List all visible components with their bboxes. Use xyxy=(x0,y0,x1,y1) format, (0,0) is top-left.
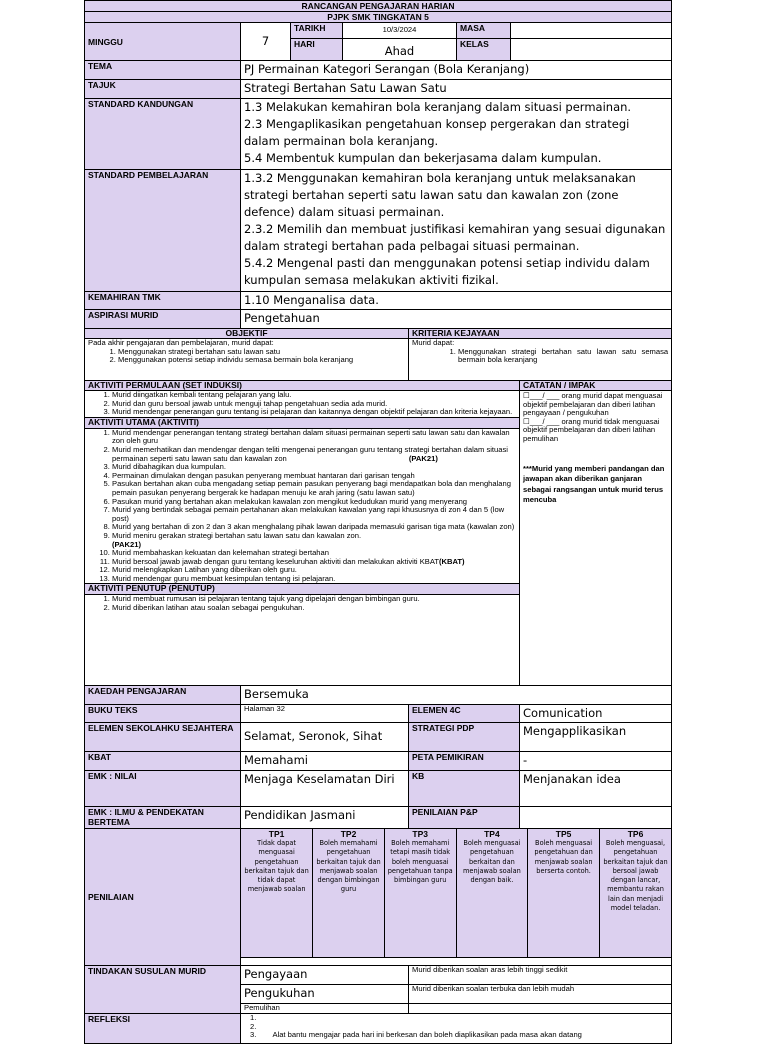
permulaan-label: AKTIVITI PERMULAAN (SET INDUKSI) xyxy=(85,381,520,391)
tp-level: TP1 xyxy=(268,829,285,839)
sk-item: 5.4 Membentuk kumpulan dan bekerjasama dalam kumpulan. xyxy=(244,151,602,165)
tp-level: TP2 xyxy=(340,829,357,839)
tp-blank-row[interactable] xyxy=(241,958,672,966)
elemen-sekolah-label: ELEMEN SEKOLAHKU SEJAHTERA xyxy=(85,723,241,752)
refleksi-label: REFLEKSI xyxy=(85,1014,241,1044)
masa-value[interactable] xyxy=(511,23,672,39)
buku-teks-label: BUKU TEKS xyxy=(85,705,241,723)
sp-item: 1.3.2 Menggunakan kemahiran bola keranjang untuk melaksanakan strategi bertahan seperti satu lawan satu dan kawalan zon (zone defence) dalam situasi permainan. xyxy=(244,171,636,219)
utama-label: AKTIVITI UTAMA (AKTIVITI) xyxy=(85,417,519,429)
standard-kandungan-value[interactable] xyxy=(241,99,672,170)
tp-level: TP6 xyxy=(627,829,644,839)
utama-item-text: Murid bersoal jawab jawab dengan guru tentang keseluruhan aktiviti dan melakukan aktiviti KBAT xyxy=(112,556,439,566)
tp-cell-2 xyxy=(313,829,385,957)
tema-label: TEMA xyxy=(85,61,241,80)
tp-desc: Boleh memahami pengetahuan berkaitan tajuk dan menjawab soalan dengan bimbingan guru xyxy=(316,839,381,894)
emk-nilai-value[interactable]: Menjaga Keselamatan Diri xyxy=(241,771,409,807)
objektif-label: OBJEKTIF xyxy=(85,329,409,339)
tindakan-label: TINDAKAN SUSULAN MURID xyxy=(85,966,241,1014)
tp-desc: Boleh menguasai, pengetahuan berkaitan tajuk dan bersoal jawab dengan lancar, membantu rakan lain dan menjadi model teladan. xyxy=(603,839,668,913)
catatan-content[interactable] xyxy=(520,391,672,686)
hari-label: HARI xyxy=(291,39,343,61)
buku-teks-value[interactable]: Halaman 32 xyxy=(241,705,409,723)
elemen-4c-label: ELEMEN 4C xyxy=(409,705,520,723)
utama-item: 1. Murid mendengar penerangan tentang strategi bertahan dalam situasi permainan seperti satu lawan satu dan kawalan zon oleh guru xyxy=(112,429,516,446)
penutup-item: 2. Murid diberikan latihan atau soalan sebagai pengukuhan. xyxy=(112,604,516,613)
standard-pembelajaran-label: STANDARD PEMBELAJARAN xyxy=(85,170,241,292)
utama-item: 3. Murid dibahagikan dua kumpulan. xyxy=(112,463,516,472)
document-subtitle: PJPK SMK TINGKATAN 5 xyxy=(85,12,672,23)
hari-value[interactable]: Ahad xyxy=(343,39,457,61)
tajuk-label: TAJUK xyxy=(85,80,241,99)
sp-item: 5.4.2 Mengenal pasti dan menggunakan potensi setiap individu dalam kumpulan semasa melakukan aktiviti fizikal. xyxy=(244,256,650,287)
tema-value[interactable]: PJ Permainan Kategori Serangan (Bola Keranjang) xyxy=(241,61,672,80)
refleksi-item xyxy=(250,1014,668,1023)
tp-desc: Boleh menguasai pengetahuan dan menjawab soalan berserta contoh. xyxy=(534,839,593,875)
refleksi-item-text: Alat bantu mengajar pada hari ini berkesan dan boleh diaplikasikan pada masa akan datang xyxy=(272,1030,582,1040)
utama-item: 6. Pasukan murid yang bertahan akan melakukan kawalan zon mengikut kedudukan murid yang menyerang xyxy=(112,498,516,507)
tp-cell-4 xyxy=(456,829,528,957)
tindakan-type: Pengayaan xyxy=(241,966,409,985)
emk-nilai-label: EMK : NILAI xyxy=(85,771,241,807)
utama-item xyxy=(112,532,516,549)
emk-ilmu-label: EMK : ILMU & PENDEKATAN BERTEMA xyxy=(85,807,241,829)
tarikh-label: TARIKH xyxy=(291,23,343,39)
minggu-value[interactable]: 7 xyxy=(241,23,291,61)
kb-value[interactable]: Menjanakan idea xyxy=(520,771,672,807)
sk-item: 2.3 Mengaplikasikan pengetahuan konsep pergerakan dan strategi dalam permainan bola keranjang. xyxy=(244,117,630,148)
aktiviti-column xyxy=(85,391,520,686)
kb-label: KB xyxy=(409,771,520,807)
penilaian-label: PENILAIAN xyxy=(85,829,241,966)
tp-desc: Boleh menguasai pengetahuan berkaitan dan menjawab soalan dengan baik. xyxy=(463,839,521,885)
utama-item xyxy=(112,446,516,463)
objektif-intro: Pada akhir pengajaran dan pembelajaran, murid dapat: xyxy=(88,338,274,347)
tindakan-type: Pengukuhan xyxy=(241,985,409,1004)
utama-item-text: Murid memerhatikan dan mendengar dengan teliti mengenai penerangan guru tentang strategi bertahan dalam situasi permainan seperti satu lawan satu dan kawalan zon xyxy=(112,444,508,463)
tp-level: TP3 xyxy=(412,829,429,839)
utama-item: 10. Murid membahaskan kekuatan dan kelemahan strategi bertahan xyxy=(112,549,516,558)
lesson-plan-table xyxy=(84,0,672,1044)
tindakan-desc[interactable]: Murid diberikan soalan aras lebih tinggi sedikit xyxy=(409,966,672,985)
kaedah-label: KAEDAH PENGAJARAN xyxy=(85,686,241,705)
refleksi-content[interactable] xyxy=(241,1014,672,1044)
kelas-value[interactable] xyxy=(511,39,672,61)
peta-value[interactable]: - xyxy=(520,752,672,771)
tindakan-desc[interactable]: Murid diberikan soalan terbuka dan lebih mudah xyxy=(409,985,672,1004)
lesson-plan-page xyxy=(84,0,671,1040)
tp-cell-1 xyxy=(241,829,313,957)
strategi-value[interactable]: Mengapplikasikan xyxy=(520,723,672,752)
kelas-label: KELAS xyxy=(457,39,511,61)
kemahiran-tmk-label: KEMAHIRAN TMK xyxy=(85,292,241,310)
aspirasi-label: ASPIRASI MURID xyxy=(85,310,241,329)
utama-item: 5. Pasukan bertahan akan cuba mengadang setiap pemain pasukan penyerang bagi mendapatkan bola dan menghalang pemain pasukan penyerang bergerak ke hadapan menuju ke arah jaring (satu lawan satu) xyxy=(112,480,516,497)
tp-cell-3 xyxy=(384,829,456,957)
tindakan-desc[interactable] xyxy=(409,1004,672,1014)
penilaian-pp-value[interactable] xyxy=(520,807,672,829)
masa-label: MASA xyxy=(457,23,511,39)
sk-item: 1.3 Melakukan kemahiran bola keranjang dalam situasi permainan. xyxy=(244,100,632,114)
kriteria-item: 1. Menggunakan strategi bertahan satu lawan satu semasa bermain bola keranjang xyxy=(458,348,668,365)
tp-cell-5 xyxy=(528,829,600,957)
objektif-item: 1. Menggunakan strategi bertahan satu lawan satu xyxy=(118,348,405,357)
refleksi-item xyxy=(250,1031,668,1040)
minggu-label: MINGGU xyxy=(85,23,241,61)
tp-level: TP5 xyxy=(555,829,572,839)
emk-ilmu-value[interactable]: Pendidikan Jasmani xyxy=(241,807,409,829)
tindakan-type: Pemulihan xyxy=(241,1004,409,1014)
tp-level: TP4 xyxy=(484,829,500,839)
utama-item: 7. Murid yang bertindak sebagai pemain pertahanan akan melakukan kawalan yang rapi khususnya di zon 4 dan 5 (low post) xyxy=(112,506,516,523)
penilaian-pp-label: PENILAIAN P&P xyxy=(409,807,520,829)
permulaan-item: 3. Murid mendengar penerangan guru tentang isi pelajaran dan kaitannya dengan objektif pelajaran dan kriteria kejayaan. xyxy=(112,408,516,417)
catatan-note: ***Murid yang memberi pandangan dan jawapan akan diberikan ganjaran sebagai rangsangan untuk murid terus mencuba xyxy=(523,463,665,505)
standard-kandungan-label: STANDARD KANDUNGAN xyxy=(85,99,241,170)
tp-cell-6 xyxy=(599,829,671,957)
aspirasi-value[interactable]: Pengetahuan xyxy=(241,310,672,329)
kbat-label: KBAT xyxy=(85,752,241,771)
catatan-line-2: ☐___/ ___ orang murid tidak menguasai objektif pembelajaran dan diberi latihan pemulihan xyxy=(523,416,660,443)
kriteria-content[interactable] xyxy=(409,339,672,381)
tp-grid xyxy=(241,829,672,958)
utama-item: 4. Permainan dimulakan dengan pasukan penyerang membuat hantaran dari garisan tengah xyxy=(112,472,516,481)
tp-desc: Tidak dapat menguasai pengetahuan berkaitan tajuk dan tidak dapat menjawab soalan xyxy=(244,839,309,894)
peta-label: PETA PEMIKIRAN xyxy=(409,752,520,771)
utama-item: 12. Murid melengkapkan Latihan yang diberikan oleh guru. xyxy=(112,566,516,575)
utama-item-text: Murid meniru gerakan strategi bertahan satu lawan satu dan kawalan zon. xyxy=(112,530,362,540)
tarikh-value[interactable]: 10/3/2024 xyxy=(343,23,457,39)
permulaan-item: 1. Murid diingatkan kembali tentang pelajaran yang lalu. xyxy=(112,391,516,400)
catatan-label: CATATAN / IMPAK xyxy=(520,381,672,391)
kriteria-label: KRITERIA KEJAYAAN xyxy=(409,329,672,339)
document-title: RANCANGAN PENGAJARAN HARIAN xyxy=(85,1,672,12)
kriteria-intro: Murid dapat: xyxy=(412,338,455,347)
utama-item: 8. Murid yang bertahan di zon 2 dan 3 akan menghalang pihak lawan daripada memasuki garisan tiga mata (kawalan zon) xyxy=(112,523,516,532)
kbat-tag: (KBAT) xyxy=(439,556,465,566)
kaedah-value[interactable]: Bersemuka xyxy=(241,686,672,705)
objektif-item: 2. Menggunakan potensi setiap individu semasa bermain bola keranjang xyxy=(118,356,405,365)
kbat-value[interactable]: Memahami xyxy=(241,752,409,771)
sp-item: 2.3.2 Memilih dan membuat justifikasi kemahiran yang sesuai digunakan dalam strategi bertahan pada pelbagai situasi permainan. xyxy=(244,222,666,253)
standard-pembelajaran-value[interactable] xyxy=(241,170,672,292)
utama-item: 13. Murid mendengar guru membuat kesimpulan tentang isi pelajaran. xyxy=(112,575,516,584)
permulaan-item: 2. Murid dan guru bersoal jawab untuk menguji tahap pengetahuan sedia ada murid. xyxy=(112,400,516,409)
catatan-line-1: ☐___/ ___ orang murid dapat menguasai objektif pembelajaran dan diberi latihan pengayaan / pengukuhan xyxy=(523,391,663,418)
strategi-label: STRATEGI PDP xyxy=(409,723,520,752)
penutup-item: 1. Murid membuat rumusan isi pelajaran tentang tajuk yang dipelajari dengan bimbingan guru. xyxy=(112,595,516,604)
kemahiran-tmk-value[interactable]: 1.10 Menganalisa data. xyxy=(241,292,672,310)
pak21-tag: (PAK21) xyxy=(408,453,438,463)
tajuk-value[interactable]: Strategi Bertahan Satu Lawan Satu xyxy=(241,80,672,99)
elemen-sekolah-value[interactable]: Selamat, Seronok, Sihat xyxy=(241,723,409,752)
tp-desc: Boleh memahami tetapi masih tidak boleh menguasai pengetahuan tanpa bimbingan guru xyxy=(387,839,453,885)
pak21-tag: (PAK21) xyxy=(112,539,141,549)
penutup-label: AKTIVITI PENUTUP (PENUTUP) xyxy=(85,583,519,595)
elemen-4c-value[interactable]: Comunication xyxy=(520,705,672,723)
objektif-content[interactable] xyxy=(85,339,409,381)
